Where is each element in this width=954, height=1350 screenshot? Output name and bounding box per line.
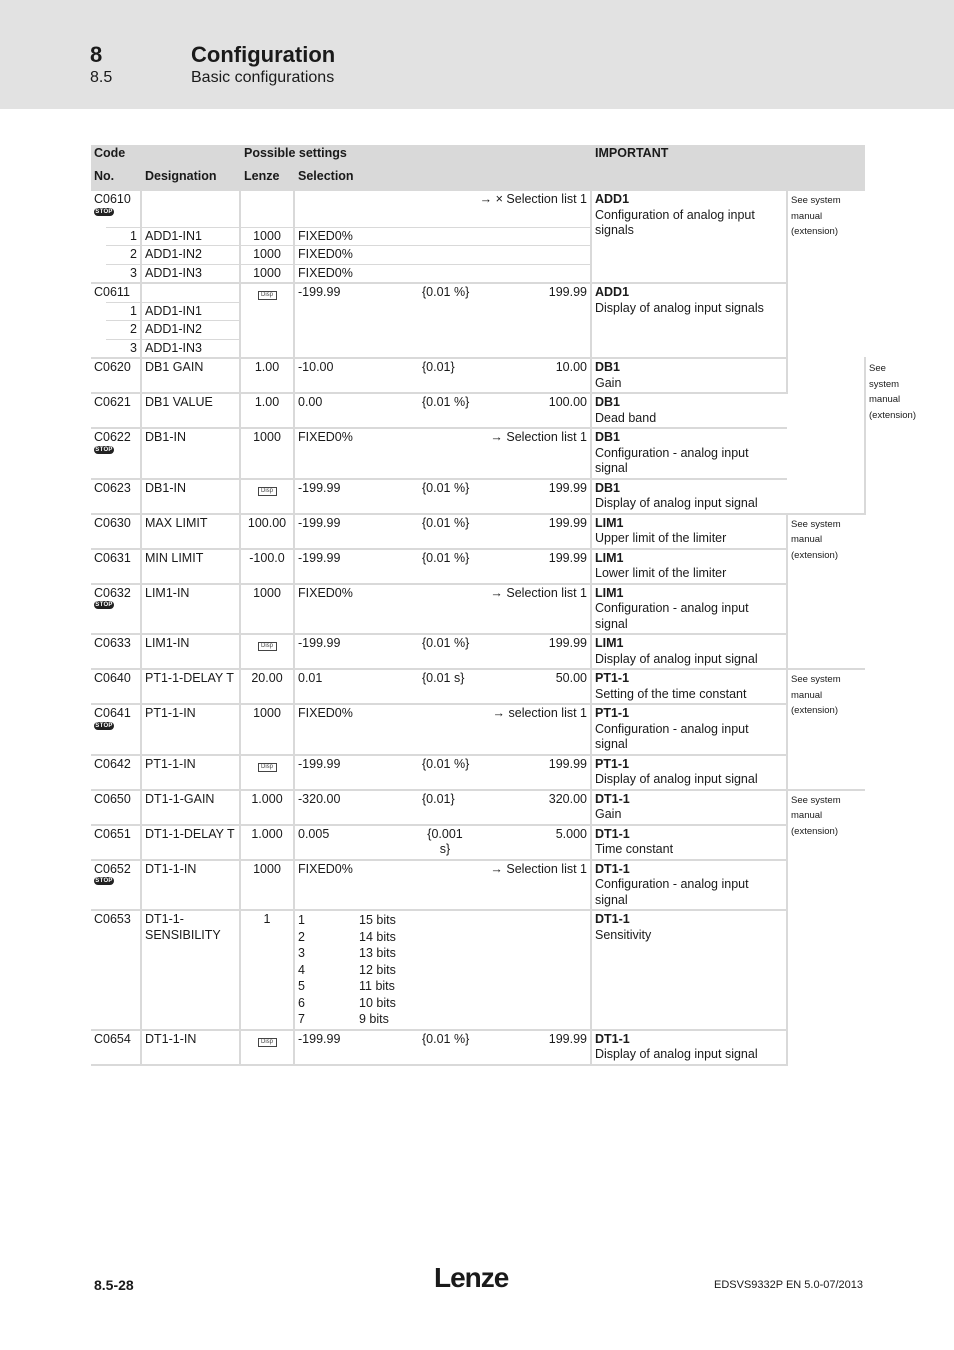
important-text: Lower limit of the limiter <box>595 566 727 580</box>
lenze-cell: 1 <box>240 910 294 1030</box>
option-label: 11 bits <box>359 979 395 993</box>
lenze-cell: 20.00 <box>240 669 294 704</box>
important-title: DB1 <box>595 480 621 495</box>
col-designation-header: Designation <box>141 168 240 190</box>
important-text: Upper limit of the limiter <box>595 531 727 545</box>
important-cell <box>591 549 787 584</box>
range-step: {0.01} <box>422 791 455 806</box>
code-cell <box>91 704 141 755</box>
designation-cell: DB1-IN <box>141 428 240 479</box>
range-min: -199.99 <box>298 636 341 650</box>
range-max: 199.99 <box>548 515 587 530</box>
selection-cell <box>294 393 591 428</box>
designation-cell: ADD1-IN2 <box>141 321 240 340</box>
code-cell <box>91 860 141 911</box>
table-row <box>91 704 865 755</box>
designation-cell: DB1 VALUE <box>141 393 240 428</box>
important-text: Display of analog input signal <box>595 496 758 510</box>
code-cell: C0651 <box>91 825 141 860</box>
important-title: PT1-1 <box>595 706 630 720</box>
selection-cell <box>294 358 591 393</box>
important-title: DT1-1 <box>595 861 630 876</box>
stop-icon: STOP <box>95 602 113 608</box>
code-text: C0610 <box>94 192 131 206</box>
option-labels <box>359 912 396 1028</box>
range-step: {0.01} <box>422 360 455 374</box>
range-max: 199.99 <box>548 636 587 650</box>
display-icon: Disp <box>258 291 277 300</box>
important-cell <box>591 1030 787 1065</box>
code-text: C0652 <box>94 861 131 876</box>
important-text: Display of analog input signal <box>595 1047 758 1061</box>
table-row <box>91 910 865 1030</box>
code-cell: C0633 <box>91 634 141 669</box>
table-row <box>91 669 865 704</box>
range-max: 199.99 <box>548 1031 587 1046</box>
code-cell <box>91 584 141 635</box>
option-value: 6 <box>298 995 305 1010</box>
range-max: 199.99 <box>548 756 587 771</box>
important-text: Display of analog input signal <box>595 651 758 666</box>
selection-list-link: → Selection list 1 <box>490 430 587 444</box>
important-cell <box>591 283 787 358</box>
important-title: LIM1 <box>595 585 624 600</box>
code-cell <box>91 428 141 479</box>
designation-cell: PT1-1-IN <box>141 755 240 790</box>
lenze-cell: 1000 <box>240 227 294 246</box>
option-label: 15 bits <box>359 913 396 927</box>
range-step: {0.01 %} <box>422 1031 470 1046</box>
table-row <box>91 479 865 514</box>
selection-list-link: → Selection list 1 <box>490 861 587 876</box>
reference-note: See system manual (extension) <box>787 669 865 790</box>
col-possible-settings-header: Possible settings <box>240 145 591 168</box>
lenze-cell: 1000 <box>240 428 294 479</box>
option-value: 2 <box>298 929 305 944</box>
lenze-cell <box>240 190 294 227</box>
display-icon: Disp <box>258 642 277 651</box>
range-step: {0.01 %} <box>422 515 470 530</box>
range-min: -10.00 <box>298 360 334 374</box>
important-cell <box>591 358 787 393</box>
table-row <box>91 634 865 669</box>
important-text: Configuration - analog input signal <box>595 601 749 631</box>
important-title: DB1 <box>595 360 621 374</box>
range-min: -199.99 <box>298 285 341 299</box>
option-label: 13 bits <box>359 946 396 960</box>
col-code-header: Code <box>91 145 240 168</box>
range-min: -199.99 <box>298 1031 341 1046</box>
range-step: {0.01 %} <box>422 480 470 495</box>
important-title: ADD1 <box>595 192 630 206</box>
option-value: 4 <box>298 962 305 977</box>
stop-icon: STOP <box>95 722 113 729</box>
range-max: 10.00 <box>555 360 587 374</box>
selection-list-link: → Selection list 1 <box>490 585 587 600</box>
lenze-cell: 1.000 <box>240 825 294 860</box>
selection-cell <box>294 428 591 479</box>
range-min: FIXED0% <box>298 861 353 876</box>
table-row <box>91 514 865 549</box>
table-row <box>91 1030 865 1065</box>
important-title: LIM1 <box>595 515 624 530</box>
code-text: C0632 <box>94 585 131 600</box>
code-cell <box>91 190 141 227</box>
page-header <box>0 0 954 109</box>
designation-cell: MIN LIMIT <box>141 549 240 584</box>
subcode-no: 1 <box>106 302 141 321</box>
code-text: C0641 <box>94 706 131 720</box>
lenze-cell: 1000 <box>240 860 294 911</box>
code-cell: C0631 <box>91 549 141 584</box>
designation-cell: DT1-1-IN <box>141 860 240 911</box>
option-label: 9 bits <box>359 1012 389 1026</box>
code-cell: C0621 <box>91 393 141 428</box>
parameter-table <box>91 145 916 1066</box>
important-cell <box>591 479 787 514</box>
range-step: {0.01 %} <box>422 636 470 650</box>
document-id: EDSVS9332P EN 5.0-07/2013 <box>713 1279 863 1291</box>
table-row <box>91 860 865 911</box>
lenze-cell: 100.00 <box>240 514 294 549</box>
lenze-cell: 1000 <box>240 246 294 265</box>
table-row <box>91 584 865 635</box>
code-cell: C0611 <box>91 283 141 302</box>
reference-note: See system manual (extension) <box>787 790 865 1065</box>
important-title: DB1 <box>595 430 621 444</box>
important-text: Configuration of analog input signals <box>595 207 755 237</box>
selection-cell: FIXED0% <box>294 246 591 265</box>
code-cell: C0620 <box>91 358 141 393</box>
reference-note: See system manual (extension) <box>787 514 865 670</box>
lenze-logo: Lenze <box>434 1262 509 1293</box>
selection-cell <box>294 755 591 790</box>
designation-cell: ADD1-IN3 <box>141 264 240 283</box>
range-max: 199.99 <box>548 550 587 565</box>
designation-cell: ADD1-IN1 <box>141 302 240 321</box>
display-icon: Disp <box>258 763 277 772</box>
lenze-cell: 1000 <box>240 264 294 283</box>
stop-icon: STOP <box>95 878 113 884</box>
selection-cell <box>294 584 591 635</box>
col-no-header: No. <box>91 168 141 190</box>
important-text: Configuration - analog input signal <box>595 445 749 475</box>
range-step: {0.01 %} <box>422 550 470 565</box>
range-step: {0.01 %} <box>422 756 470 771</box>
parameter-table-container <box>91 145 916 1066</box>
subcode-no: 1 <box>106 227 141 246</box>
range-max: 100.00 <box>548 395 587 409</box>
option-label: 14 bits <box>359 929 396 944</box>
code-cell: C0653 <box>91 910 141 1030</box>
lenze-cell: 1000 <box>240 584 294 635</box>
selection-cell: FIXED0% <box>294 227 591 246</box>
range-step: {0.01 s} <box>422 671 465 685</box>
important-cell <box>591 860 787 911</box>
important-title: DT1-1 <box>595 826 630 841</box>
col-important-header: IMPORTANT <box>591 145 865 190</box>
designation-cell: PT1-1-IN <box>141 704 240 755</box>
important-text: Configuration - analog input signal <box>595 721 749 751</box>
important-text: Gain <box>595 375 622 390</box>
lenze-cell: 1.000 <box>240 790 294 825</box>
designation-cell: MAX LIMIT <box>141 514 240 549</box>
designation-cell: ADD1-IN2 <box>141 246 240 265</box>
designation-cell: PT1-1-DELAY T <box>141 669 240 704</box>
important-cell <box>591 669 787 704</box>
option-label: 12 bits <box>359 962 396 977</box>
important-text: Configuration - analog input signal <box>595 877 749 907</box>
important-title: LIM1 <box>595 636 624 650</box>
important-title: DT1-1 <box>595 791 630 806</box>
code-cell: C0623 <box>91 479 141 514</box>
option-value: 5 <box>298 979 305 993</box>
table-row <box>91 549 865 584</box>
code-text: C0622 <box>94 430 131 444</box>
chapter-number: 8 <box>90 42 103 67</box>
selection-cell <box>294 669 591 704</box>
range-min: 0.005 <box>298 826 330 841</box>
lenze-cell: 1000 <box>240 704 294 755</box>
important-text: Dead band <box>595 410 657 425</box>
option-value: 1 <box>298 913 305 927</box>
section-title: Basic configurations <box>191 69 335 86</box>
important-text: Setting of the time constant <box>595 686 747 701</box>
selection-cell <box>294 549 591 584</box>
important-text: Time constant <box>595 842 674 856</box>
range-max: 5.000 <box>555 826 587 841</box>
section-number: 8.5 <box>90 69 113 86</box>
table-row <box>91 825 865 860</box>
lenze-cell <box>240 634 294 669</box>
range-min: FIXED0% <box>298 706 353 720</box>
range-max: 320.00 <box>548 791 587 806</box>
important-title: DT1-1 <box>595 1031 630 1046</box>
important-cell <box>591 755 787 790</box>
important-cell <box>591 428 787 479</box>
important-cell <box>591 790 787 825</box>
table-row <box>91 428 865 479</box>
range-min: 0.01 <box>298 671 323 685</box>
lenze-cell <box>240 755 294 790</box>
subcode-no: 3 <box>106 264 141 283</box>
important-cell <box>591 514 787 549</box>
designation-cell <box>141 283 240 302</box>
designation-cell: DB1 GAIN <box>141 358 240 393</box>
designation-cell: DT1-1-SENSIBILITY <box>141 910 240 1030</box>
range-min: -320.00 <box>298 791 341 806</box>
designation-cell: ADD1-IN1 <box>141 227 240 246</box>
selection-cell <box>294 1030 591 1065</box>
important-cell <box>591 704 787 755</box>
selection-cell <box>294 704 591 755</box>
important-title: PT1-1 <box>595 756 630 771</box>
important-title: LIM1 <box>595 550 624 565</box>
important-cell <box>591 910 787 1030</box>
selection-cell <box>294 860 591 911</box>
lenze-cell: 1.00 <box>240 393 294 428</box>
lenze-cell: 1.00 <box>240 358 294 393</box>
designation-cell: DB1-IN <box>141 479 240 514</box>
range-max: 50.00 <box>555 671 587 685</box>
important-text: Gain <box>595 807 622 821</box>
designation-cell: DT1-1-GAIN <box>141 790 240 825</box>
display-icon: Disp <box>258 487 277 496</box>
table-row <box>91 393 865 428</box>
important-text: Display of analog input signal <box>595 772 758 786</box>
important-title: ADD1 <box>595 285 630 299</box>
important-title: DT1-1 <box>595 912 630 926</box>
stop-icon: STOP <box>95 446 113 453</box>
range-max: 199.99 <box>548 285 587 299</box>
option-value: 3 <box>298 946 305 960</box>
subcode-no: 2 <box>106 321 141 340</box>
important-cell <box>591 825 787 860</box>
designation-cell: DT1-1-DELAY T <box>141 825 240 860</box>
code-cell: C0630 <box>91 514 141 549</box>
table-row <box>91 755 865 790</box>
range-step: {0.01 %} <box>422 285 470 299</box>
designation-cell: LIM1-IN <box>141 634 240 669</box>
range-step: {0.001 s} <box>427 826 463 856</box>
selection-cell: → × Selection list 1 <box>294 190 591 227</box>
important-cell <box>591 634 787 669</box>
chapter-title: Configuration <box>191 42 336 67</box>
important-cell <box>591 190 787 283</box>
option-value: 7 <box>298 1012 305 1026</box>
selection-cell: FIXED0% <box>294 264 591 283</box>
col-selection-header: Selection <box>294 168 591 190</box>
range-min: -199.99 <box>298 756 341 771</box>
designation-cell: DT1-1-IN <box>141 1030 240 1065</box>
table-row <box>91 790 865 825</box>
table-row <box>91 190 865 227</box>
designation-cell: LIM1-IN <box>141 584 240 635</box>
important-title: DB1 <box>595 395 621 409</box>
lenze-cell <box>240 283 294 358</box>
selection-list-link: → selection list 1 <box>492 706 587 720</box>
reference-note: See system manual (extension) <box>787 190 865 393</box>
selection-cell <box>294 825 591 860</box>
designation-cell <box>141 190 240 227</box>
code-cell: C0654 <box>91 1030 141 1065</box>
display-icon: Disp <box>258 1038 277 1047</box>
table-head-row-1 <box>91 145 865 168</box>
option-label: 10 bits <box>359 995 396 1010</box>
selection-cell <box>294 634 591 669</box>
range-max: 199.99 <box>548 480 587 495</box>
stop-icon: STOP <box>95 208 113 215</box>
page-number: 8.5-28 <box>94 1277 134 1293</box>
important-text: Display of analog input signals <box>595 300 764 315</box>
selection-cell <box>294 910 591 1030</box>
range-min: -199.99 <box>298 515 341 530</box>
subcode-no: 2 <box>106 246 141 265</box>
lenze-cell: -100.0 <box>240 549 294 584</box>
option-values <box>298 912 359 1028</box>
code-cell: C0640 <box>91 669 141 704</box>
designation-cell: ADD1-IN3 <box>141 339 240 358</box>
subcode-no: 3 <box>106 339 141 358</box>
important-cell <box>591 584 787 635</box>
code-cell: C0650 <box>91 790 141 825</box>
table-row <box>91 283 865 302</box>
range-min: -199.99 <box>298 480 341 495</box>
important-title: PT1-1 <box>595 671 630 685</box>
selection-cell <box>294 514 591 549</box>
code-cell: C0642 <box>91 755 141 790</box>
range-min: -199.99 <box>298 550 341 565</box>
range-min: 0.00 <box>298 395 323 409</box>
selection-cell <box>294 479 591 514</box>
selection-cell <box>294 283 591 358</box>
lenze-cell <box>240 1030 294 1065</box>
table-row: C0620 DB1 GAIN 1.00 -10.00 {0.01} 10.00 DB1 Gain See system manual (extension) <box>91 358 865 393</box>
col-lenze-header: Lenze <box>240 168 294 190</box>
important-text: Sensitivity <box>595 927 652 942</box>
important-cell <box>591 393 787 428</box>
range-step: {0.01 %} <box>422 395 470 409</box>
range-min: FIXED0% <box>298 430 353 444</box>
range-min: FIXED0% <box>298 585 353 600</box>
selection-cell <box>294 790 591 825</box>
lenze-cell <box>240 479 294 514</box>
